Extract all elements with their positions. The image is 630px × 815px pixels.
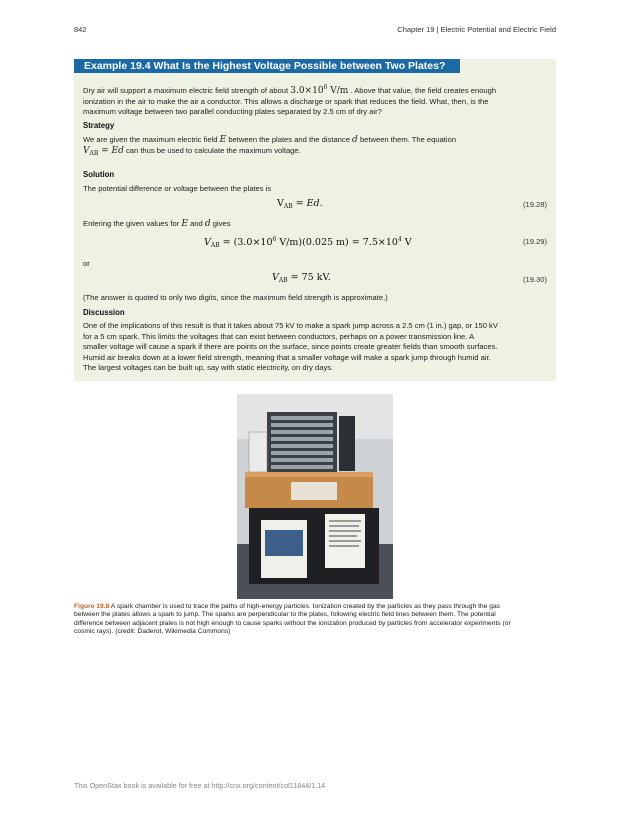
discussion-line: smaller voltage will cause a spark if there are points on the surface, since points create greater fields than smooth surfaces. [83, 342, 498, 351]
equation-number-19-29: (19.29) [522, 237, 547, 246]
strategy-text-4: can thus be used to calculate the maximum voltage. [125, 145, 301, 155]
intro-paragraph [83, 83, 547, 118]
example-title: Example 19.4 What Is the Highest Voltage Possible between Two Plates? [74, 59, 460, 73]
figure-label: Figure 19.8 [74, 603, 110, 610]
strategy-text-1: We are given the maximum electric field [83, 135, 218, 144]
intro-field-value: $3.0\times 10^6$ V/m [290, 84, 349, 96]
equation-19-30: $V_{AB} = 75$ kV. [272, 272, 331, 284]
solution-text: The potential difference or voltage between the plates is [83, 184, 272, 193]
note-text: (The answer is quoted to only two digits, since the maximum field strength is approximate.) [83, 293, 388, 302]
strategy-paragraph [83, 135, 547, 159]
strategy-d: d [352, 135, 358, 145]
chamber-side-unit [339, 416, 355, 471]
discussion-line: Humid air breaks down at a lower field strength, meaning that a smaller voltage will make a spark jump through humid air. [83, 352, 491, 362]
intro-line-2: ionization in the air to make the air a conductor. This allows a discharge or spark that reduces the field. What, then, is the [83, 96, 489, 106]
or-text: or [83, 259, 90, 268]
entering-text-1: Entering the given values for [83, 219, 180, 228]
chamber-frame [267, 412, 337, 474]
equation-19-29: $V_{AB} = (3.0\times 10^6$ V/m)(0.025 $m) = 7.5\times 10^4$ V [204, 236, 412, 249]
discussion-paragraph [83, 321, 547, 374]
equation-number-19-28: (19.28) [522, 200, 547, 209]
strategy-text-3: between them. The equation [359, 135, 457, 144]
discussion-line: for a 5 cm spark. This limits the voltages that can exist between conductors, perhaps on a power transmission line. A [83, 331, 475, 341]
intro-line-3: maximum voltage between two parallel conducting plates separated by 2.5 cm of dry air? [83, 107, 382, 116]
caption-line: between the plates allows a spark to jump. The sparks are perpendicular to the plates, following electric field lines between them. The potential [74, 611, 496, 619]
caption-line: cosmic rays). (credit: Daderot, Wikimedia Commons) [74, 628, 231, 636]
spark-chamber-illustration [237, 394, 393, 599]
glass-case [249, 432, 267, 472]
running-head: Chapter 19 | Electric Potential and Electric Field [397, 25, 556, 34]
page-number: 842 [74, 25, 87, 34]
display-panel [291, 482, 337, 500]
caption-line: A spark chamber is used to trace the paths of high-energy particles. Ionization created by the particles as they pass through the gas [109, 603, 501, 610]
wooden-base-top [245, 472, 373, 477]
equation-19-28: $V_{AB} = Ed$. [277, 198, 323, 210]
poster-left-image [265, 530, 303, 556]
solution-heading: Solution [83, 170, 115, 179]
entering-and: and [190, 219, 203, 228]
entering-paragraph [83, 219, 547, 230]
example-box [74, 59, 556, 381]
caption-line: difference between adjacent plates is not high enough to cause sparks without the ionization produced by particles from accelerator experiments (or [74, 619, 511, 627]
strategy-heading: Strategy [83, 121, 115, 130]
strategy-equation: $V_{AB} = Ed$ [83, 145, 124, 157]
intro-text-1: Dry air will support a maximum electric field strength of about [83, 86, 289, 95]
figure-caption [74, 603, 552, 637]
strategy-E: E [219, 135, 227, 145]
intro-text-2: . Above that value, the field creates enough [350, 86, 497, 95]
discussion-line: The largest voltages can be built up, say with static electricity, on dry days. [83, 363, 334, 372]
entering-text-2: gives [212, 219, 231, 228]
discussion-line: One of the implications of this result is that it takes about 75 kV to make a spark jump across a 2.5 cm (1 in.) gap, or 150 kV [83, 321, 498, 330]
spark-chamber-photo [237, 394, 393, 599]
discussion-heading: Discussion [83, 308, 125, 317]
entering-E: E [181, 219, 188, 229]
entering-d: d [204, 219, 211, 229]
strategy-text-2: between the plates and the distance [228, 135, 350, 144]
footer-text: This OpenStax book is available for free at http://cnx.org/content/col11844/1.14 [74, 781, 326, 790]
equation-number-19-30: (19.30) [522, 275, 547, 284]
